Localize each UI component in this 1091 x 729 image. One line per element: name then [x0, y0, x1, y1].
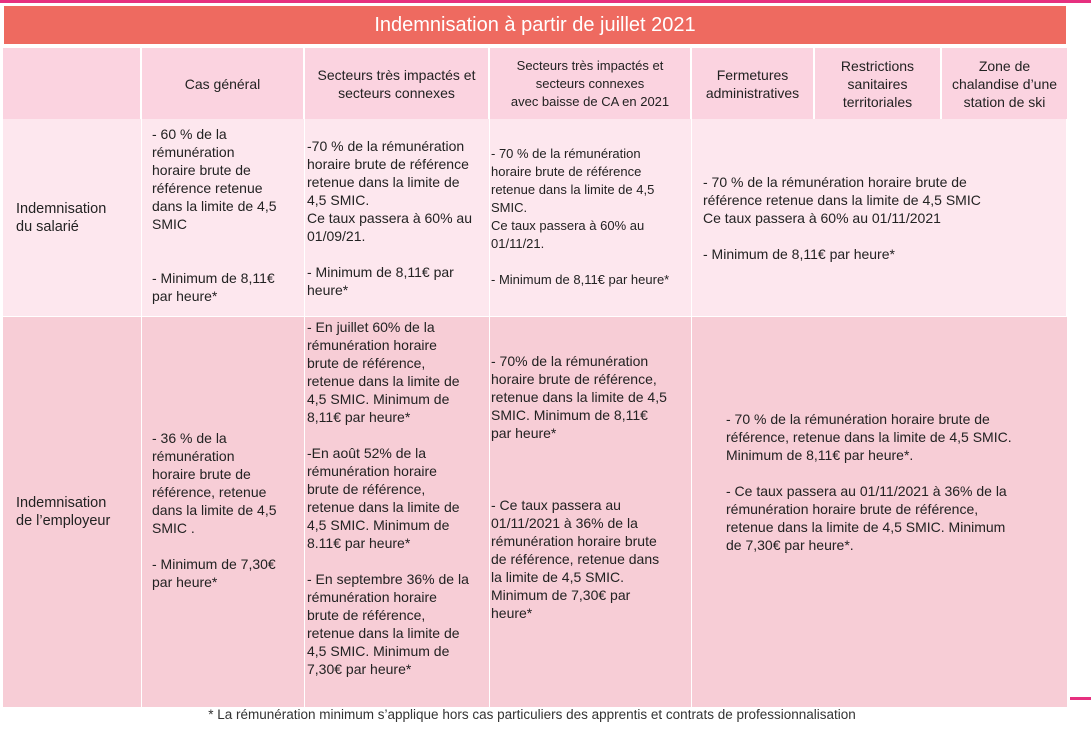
header-secteurs: Secteurs très impactés et secteurs connexes: [305, 48, 490, 119]
salarie-cas-general: - 60 % de la rémunération horaire brute de référence retenue dans la limite de 4,5 SMIC - Minimum de 8,11€ par heure*: [142, 119, 305, 317]
employeur-secteurs: - En juillet 60% de la rémunération horaire brute de référence, retenue dans la limite de 4,5 SMIC. Minimum de 8,11€ par heure* -En août 52% de la rémunération horaire brute de référence, retenue dans la limite de 4,5 SMIC. Minimum de 8.11€ par heure* - En septembre 36% de la rémunération horaire brute de référence, retenue dans la limite de 4,5 SMIC. Minimum de 7,30€ par heure*: [305, 317, 490, 707]
table-title: Indemnisation à partir de juillet 2021: [3, 5, 1067, 45]
salarie-secteurs-baisse: - 70 % de la rémunération horaire brute de référence retenue dans la limite de 4,5 SMIC. Ce taux passera à 60% au 01/11/21. - Minimum de 8,11€ par heure*: [490, 119, 692, 317]
row-label-salarie: Indemnisation du salarié: [3, 119, 142, 317]
employeur-cas-general: - 36 % de la rémunération horaire brute de référence, retenue dans la limite de 4,5 SMIC . - Minimum de 7,30€ par heure*: [142, 317, 305, 707]
right-accent-line: [1070, 697, 1091, 700]
header-cas-general: Cas général: [142, 48, 305, 119]
header-secteurs-baisse: Secteurs très impactés et secteurs connexes avec baisse de CA en 2021: [490, 48, 692, 119]
header-zone-ski: Zone de chalandise d’une station de ski: [942, 48, 1067, 119]
salarie-fermetures-restrictions-zone: - 70 % de la rémunération horaire brute de référence retenue dans la limite de 4,5 SMIC Ce taux passera à 60% au 01/11/2021 - Minimum de 8,11€ par heure*: [692, 119, 1067, 317]
salarie-secteurs: -70 % de la rémunération horaire brute de référence retenue dans la limite de 4,5 SMIC. Ce taux passera à 60% au 01/09/21. - Minimum de 8,11€ par heure*: [305, 119, 490, 317]
employeur-fermetures-restrictions-zone: - 70 % de la rémunération horaire brute de référence, retenue dans la limite de 4,5 SMIC. Minimum de 8,11€ par heure*. - Ce taux passera au 01/11/2021 à 36% de la rémunération horaire brute de référence, retenue dans la limite de 4,5 SMIC. Minimum de 7,30€ par heure*.: [692, 317, 1067, 707]
row-label-employeur: Indemnisation de l’employeur: [3, 317, 142, 707]
header-fermetures: Fermetures administratives: [692, 48, 815, 119]
top-accent-line: [0, 0, 1091, 3]
header-empty: [3, 48, 142, 119]
footnote: * La rémunération minimum s’applique hors cas particuliers des apprentis et contrats de professionnalisation: [208, 707, 856, 722]
employeur-secteurs-baisse: - 70% de la rémunération horaire brute de référence, retenue dans la limite de 4,5 SMIC. Minimum de 8,11€ par heure* - Ce taux passera au 01/11/2021 à 36% de la rémunération horaire brute de référence, retenue dans la limite de 4,5 SMIC. Minimum de 7,30€ par heure*: [490, 317, 692, 707]
header-restrictions: Restrictions sanitaires territoriales: [815, 48, 942, 119]
